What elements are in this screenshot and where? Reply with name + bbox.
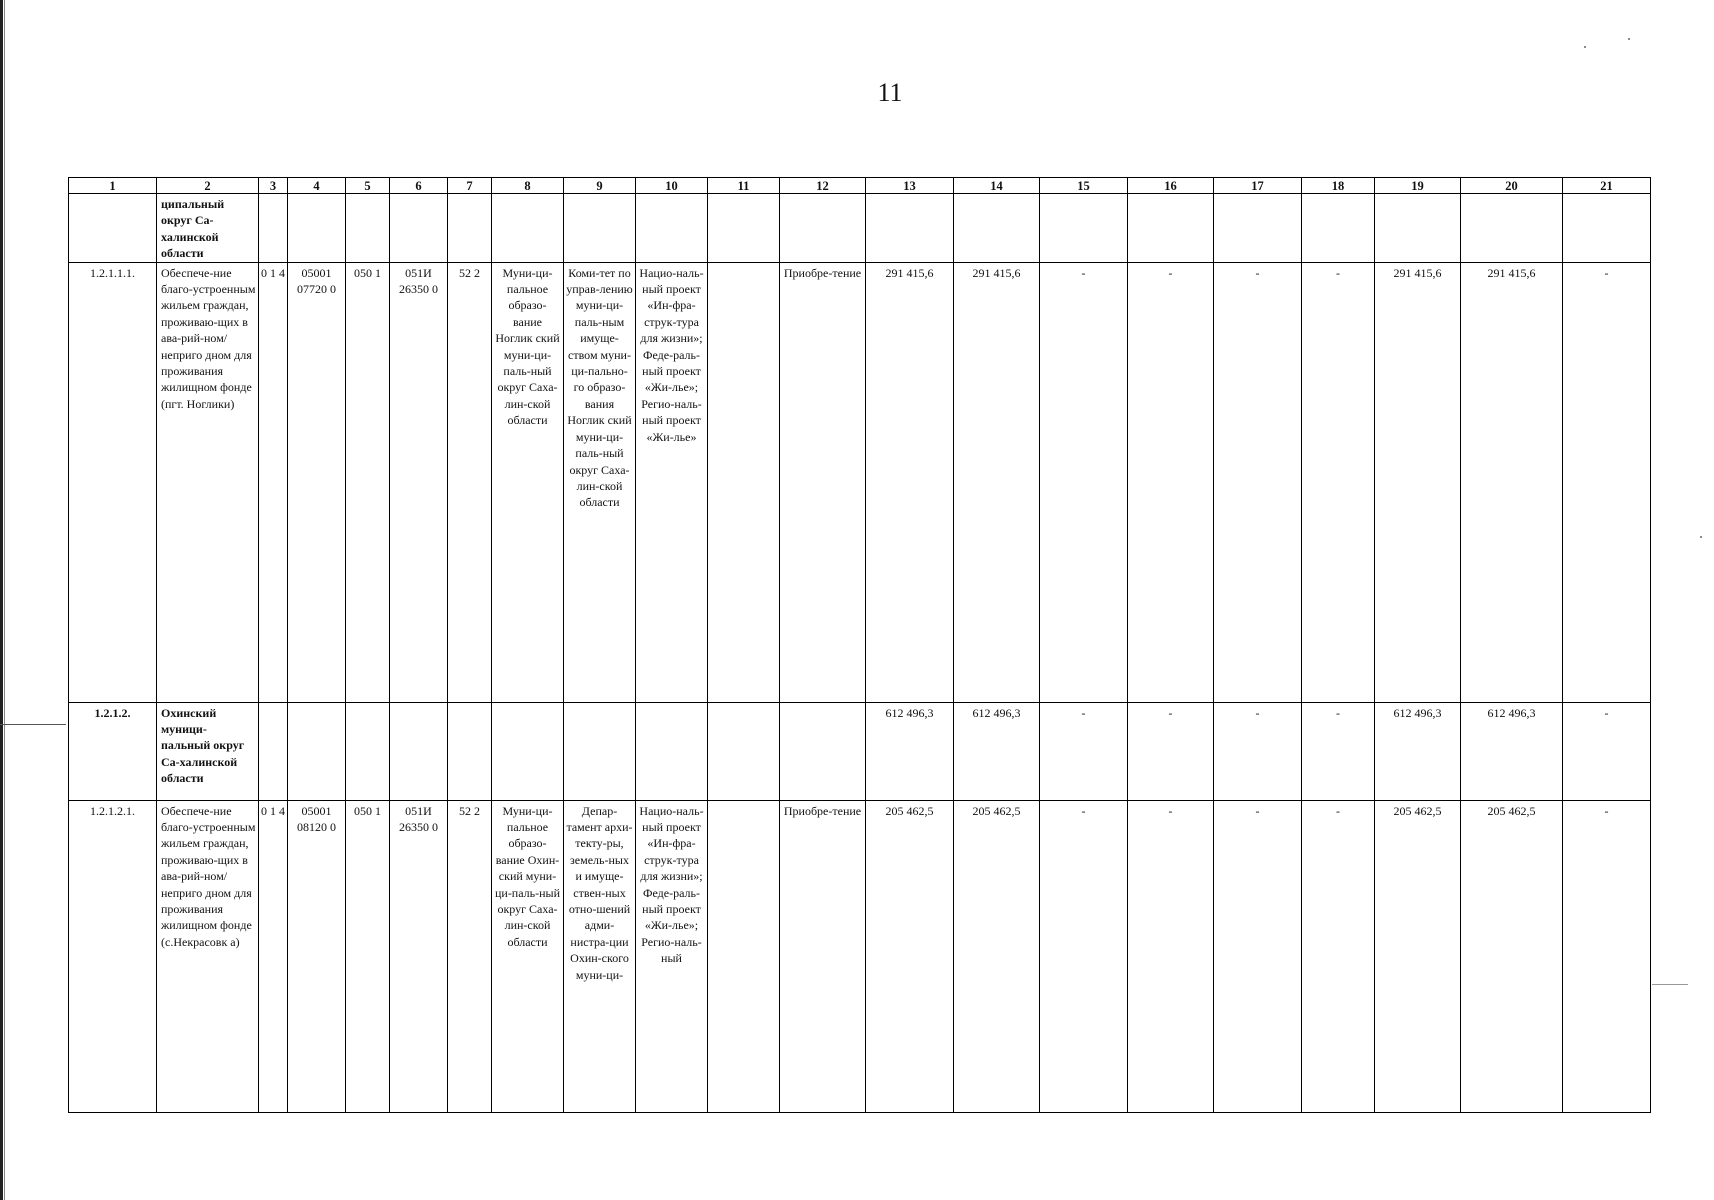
header-cell: 1 [69,178,157,194]
header-cell: 21 [1563,178,1651,194]
cell: 612 496,3 [1461,702,1563,800]
cell [636,702,708,800]
table-row [69,800,1651,1112]
cell: 612 496,3 [954,702,1040,800]
table-row [69,702,1651,800]
cell [288,702,346,800]
cell: Приобре-тение [780,800,866,1112]
row-number-cell [69,194,157,263]
scan-artifact-line [1652,984,1688,985]
header-cell: 15 [1040,178,1128,194]
cell: Приобре-тение [780,262,866,702]
cell [390,702,448,800]
cell: 291 415,6 [1375,262,1461,702]
cell [564,194,636,263]
header-cell: 12 [780,178,866,194]
cell: - [1128,262,1214,702]
cell: 05001 07720 0 [288,262,346,702]
cell [448,702,492,800]
cell: - [1302,702,1375,800]
cell [780,194,866,263]
scan-artifact-dot [1700,536,1702,538]
cell [708,702,780,800]
name-cell: Обеспече-ние благо-устроенным жильем граждан, проживаю-щих в ава-рий-ном/неприго дном для проживания жилищном фонде (с.Некрасовк а) [157,800,259,1112]
cell: - [1128,702,1214,800]
header-cell: 18 [1302,178,1375,194]
cell [1375,194,1461,263]
header-row [69,178,1651,194]
cell: - [1040,262,1128,702]
cell [346,702,390,800]
name-cell: ципальный округ Са-халинской области [157,194,259,263]
cell [708,262,780,702]
name-cell: Охинский муници-пальный округ Са-халинской области [157,702,259,800]
table-row [69,262,1651,702]
cell: 050 1 [346,262,390,702]
cell: 52 2 [448,262,492,702]
row-number-cell: 1.2.1.1.1. [69,262,157,702]
cell: 0 1 4 [259,262,288,702]
scan-artifact-dot [1628,38,1630,40]
cell: - [1040,800,1128,1112]
cell: - [1214,262,1302,702]
cell [259,702,288,800]
cell: - [1563,702,1651,800]
cell [1214,194,1302,263]
header-cell: 19 [1375,178,1461,194]
cell [1128,194,1214,263]
cell: Муни-ци-пальное образо-вание Охин-ский муни-ци-паль-ный округ Саха-лин-ской области [492,800,564,1112]
cell [346,194,390,263]
cell: - [1214,800,1302,1112]
cell: Муни-ци-пальное образо-вание Ноглик ский муни-ци-паль-ный округ Саха-лин-ской области [492,262,564,702]
scan-artifact-dot [1584,46,1586,48]
cell [636,194,708,263]
header-cell: 16 [1128,178,1214,194]
cell: - [1302,262,1375,702]
name-cell: Обеспече-ние благо-устроенным жильем граждан, проживаю-щих в ава-рий-ном/неприго дном для проживания жилищном фонде (пгт. Ноглики) [157,262,259,702]
cell: 205 462,5 [954,800,1040,1112]
cell: 612 496,3 [1375,702,1461,800]
cell [780,702,866,800]
header-cell: 3 [259,178,288,194]
scan-edge-shadow [4,0,5,1200]
cell: 051И 26350 0 [390,800,448,1112]
table-row [69,194,1651,263]
cell: 612 496,3 [866,702,954,800]
cell [1302,194,1375,263]
header-cell: 13 [866,178,954,194]
cell: Нацио-наль-ный проект «Ин-фра-струк-тура для жизни»; Феде-раль-ный проект «Жи-лье»; Регио-наль-ный проект «Жи-лье» [636,262,708,702]
header-cell: 7 [448,178,492,194]
cell [288,194,346,263]
header-cell: 10 [636,178,708,194]
header-cell: 5 [346,178,390,194]
header-cell: 2 [157,178,259,194]
page-number: 11 [877,78,903,107]
cell: Коми-тет по управ-лению муни-ци-паль-ным имуще-ством муни-ци-пально-го образо-вания Ноглик ский муни-ци-паль-ный округ Саха-лин-ской области [564,262,636,702]
cell: 205 462,5 [1375,800,1461,1112]
cell: - [1563,800,1651,1112]
cell: - [1214,702,1302,800]
cell [1461,194,1563,263]
header-cell: 6 [390,178,448,194]
cell [492,702,564,800]
cell [954,194,1040,263]
cell [390,194,448,263]
cell: 050 1 [346,800,390,1112]
cell [1040,194,1128,263]
header-cell: 11 [708,178,780,194]
cell [492,194,564,263]
cell: 205 462,5 [866,800,954,1112]
budget-table [68,177,1651,1113]
header-cell: 4 [288,178,346,194]
cell: - [1040,702,1128,800]
scan-artifact-line [0,724,66,725]
header-cell: 8 [492,178,564,194]
row-number-cell: 1.2.1.2.1. [69,800,157,1112]
cell: 52 2 [448,800,492,1112]
cell [708,800,780,1112]
cell [708,194,780,263]
cell: 205 462,5 [1461,800,1563,1112]
cell [259,194,288,263]
cell: Нацио-наль-ный проект «Ин-фра-струк-тура для жизни»; Феде-раль-ный проект «Жи-лье»; Регио-наль-ный [636,800,708,1112]
cell: 05001 08120 0 [288,800,346,1112]
cell: 291 415,6 [1461,262,1563,702]
cell [866,194,954,263]
cell [1563,194,1651,263]
cell: 0 1 4 [259,800,288,1112]
header-cell: 17 [1214,178,1302,194]
cell [564,702,636,800]
cell: - [1128,800,1214,1112]
cell: - [1302,800,1375,1112]
cell: 051И 26350 0 [390,262,448,702]
header-cell: 9 [564,178,636,194]
header-cell: 14 [954,178,1040,194]
row-number-cell: 1.2.1.2. [69,702,157,800]
cell [448,194,492,263]
cell: 291 415,6 [866,262,954,702]
cell: Депар-тамент архи-текту-ры, земель-ных и имуще-ствен-ных отно-шений адми-нистра-ции Охин-ского муни-ци- [564,800,636,1112]
cell: 291 415,6 [954,262,1040,702]
cell: - [1563,262,1651,702]
scan-edge [0,0,3,1200]
header-cell: 20 [1461,178,1563,194]
